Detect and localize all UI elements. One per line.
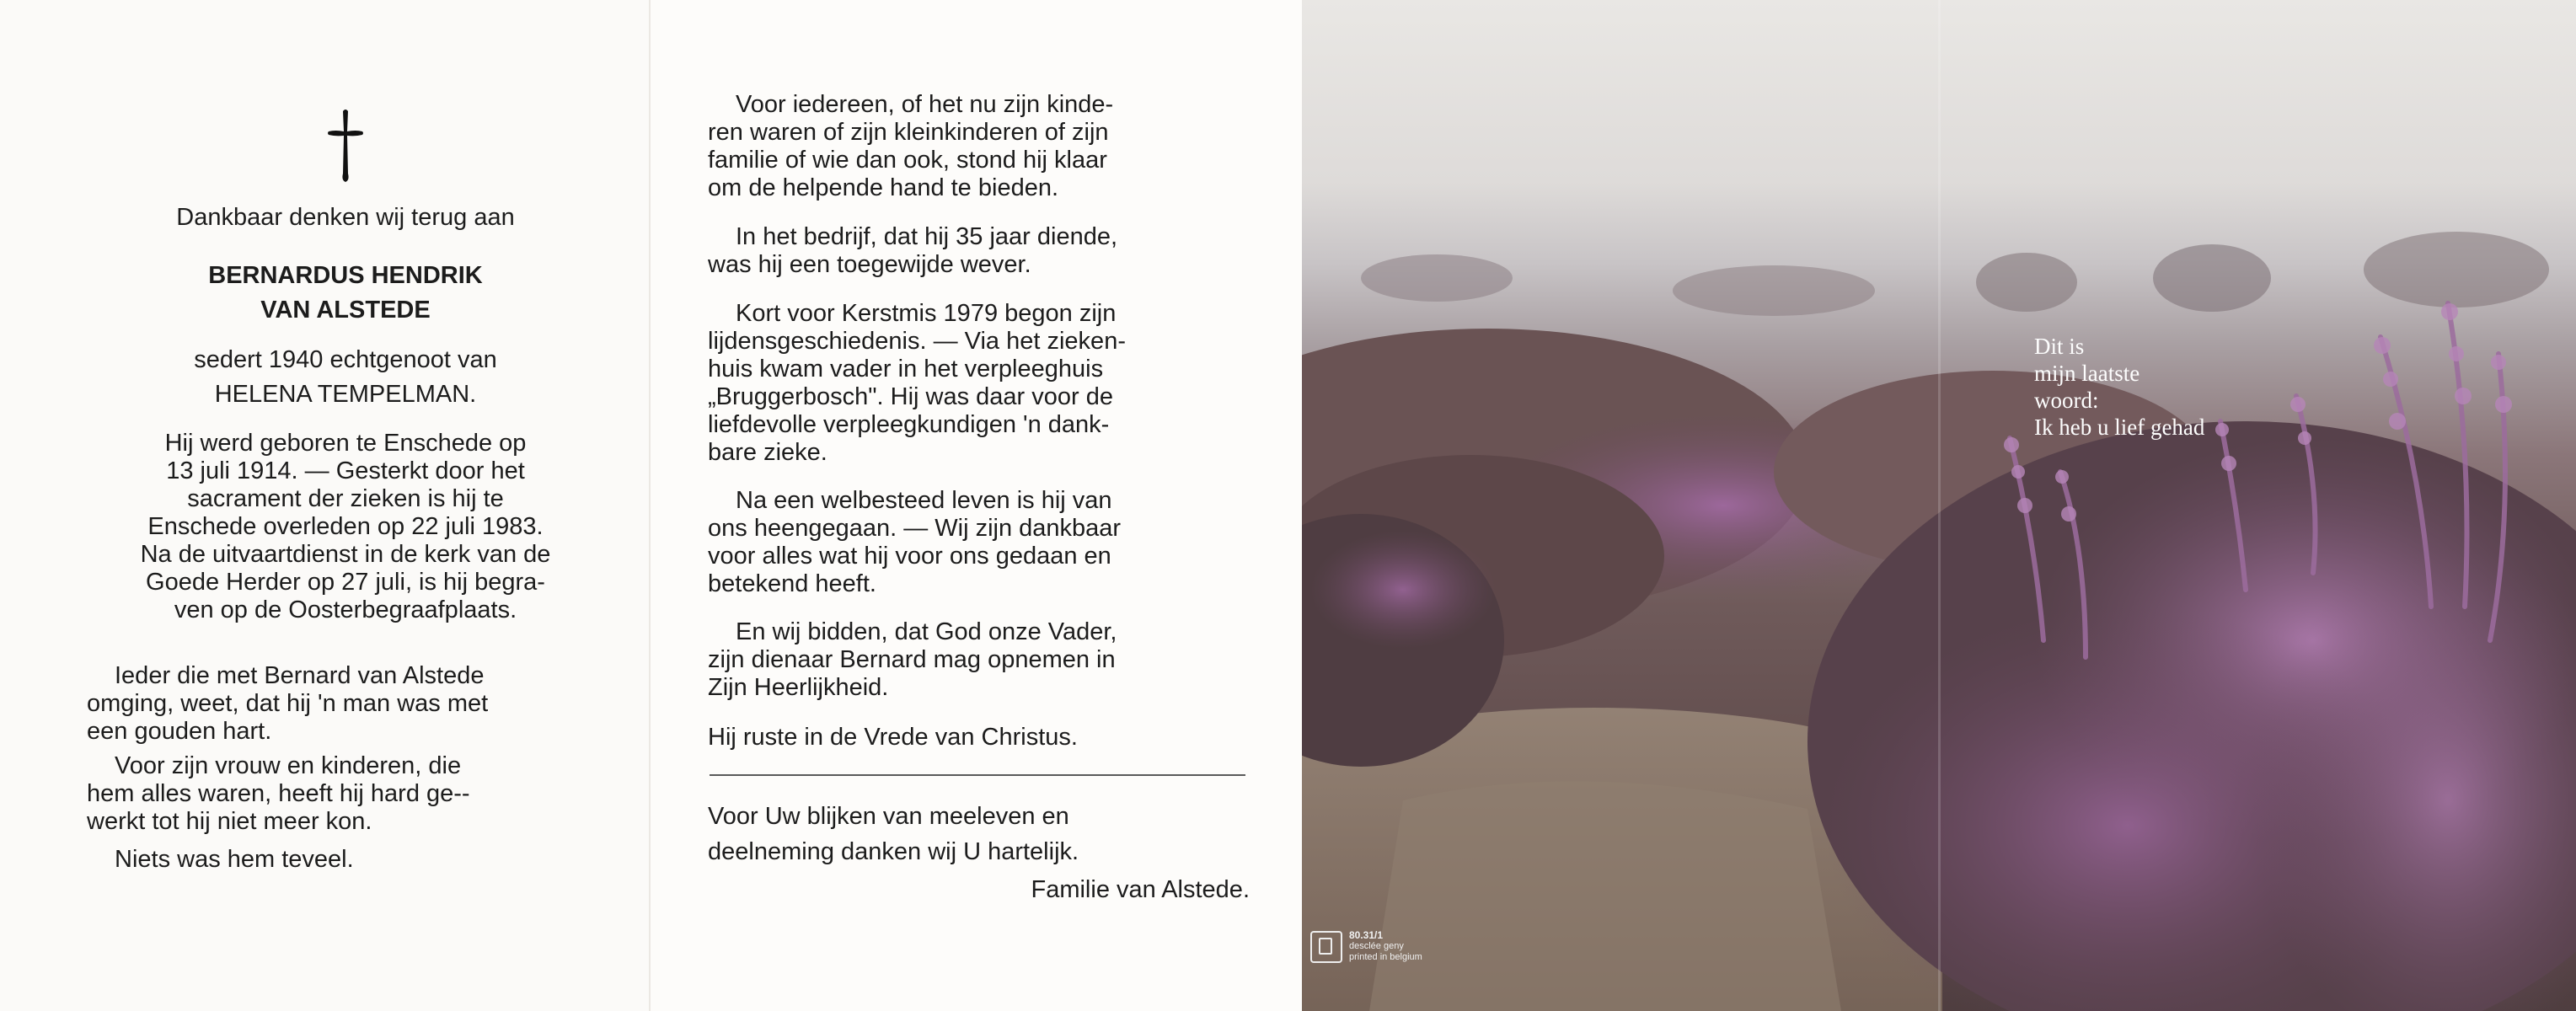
cross-icon — [322, 108, 369, 184]
printed-in: printed in belgium — [1349, 952, 1422, 962]
text-line: betekend heeft. — [708, 570, 876, 597]
bio-line: sacrament der zieken is hij te — [187, 485, 504, 512]
paragraph-work — [708, 223, 1247, 279]
text-line: Ieder die met Bernard van Alstede — [115, 662, 485, 689]
poem-line: Ik heb u lief gehad — [2034, 415, 2205, 440]
text-line: „Bruggerbosch". Hij was daar voor de — [708, 383, 1113, 410]
spouse-line2: HELENA TEMPELMAN. — [214, 381, 477, 408]
biography — [84, 430, 607, 624]
paragraph-nothing-too-much: Niets was hem teveel. — [115, 846, 354, 873]
deceased-name-line1: BERNARDUS HENDRIK — [208, 262, 483, 289]
memorial-heading: Dankbaar denken wij terug aan — [176, 204, 515, 231]
bio-line: Enschede overleden op 22 juli 1983. — [147, 513, 544, 540]
text-line: En wij bidden, dat God onze Vader, — [736, 618, 1117, 645]
text-line: omging, weet, dat hij 'n man was met — [87, 690, 489, 717]
poem-line: mijn laatste — [2034, 361, 2140, 386]
text-line: Kort voor Kerstmis 1979 begon zijn — [736, 300, 1117, 327]
text-line: familie of wie dan ook, stond hij klaar — [708, 147, 1107, 174]
text-line: Voor zijn vrouw en kinderen, die — [115, 752, 462, 779]
card-fold-line — [1938, 0, 1941, 1011]
paragraph-passing — [708, 487, 1247, 598]
spouse-line1: sedert 1940 echtgenoot van — [194, 346, 497, 373]
paragraph-prayer — [708, 618, 1247, 702]
divider — [710, 774, 1245, 776]
text-line: was hij een toegewijde wever. — [708, 251, 1031, 278]
publisher-imprint — [1349, 930, 1422, 963]
text-line: ons heengegaan. — Wij zijn dankbaar — [708, 515, 1122, 542]
bio-line: Na de uitvaartdienst in de kerk van de — [140, 541, 551, 568]
publisher-code: 80.31/1 — [1349, 929, 1384, 941]
poem — [2034, 333, 2204, 441]
text-line: hem alles waren, heeft hij hard ge-- — [87, 780, 470, 807]
deceased-name-line2: VAN ALSTEDE — [260, 297, 431, 324]
publisher-logo-icon — [1310, 931, 1342, 963]
text-line: Na een welbesteed leven is hij van — [736, 487, 1112, 514]
thanks-paragraph — [708, 799, 1247, 869]
text-line: bare zieke. — [708, 439, 827, 466]
family-signature: Familie van Alstede. — [1031, 876, 1250, 903]
text-line: ren waren of zijn kleinkinderen of zijn — [708, 119, 1109, 146]
poem-line: woord: — [2034, 388, 2099, 413]
text-line: werkt tot hij niet meer kon. — [87, 808, 372, 835]
publisher-name: desclée geny — [1349, 941, 1404, 951]
text-line: om de helpende hand te bieden. — [708, 174, 1059, 201]
text-line: zijn dienaar Bernard mag opnemen in — [708, 646, 1116, 673]
paragraph-family — [87, 752, 609, 836]
bio-line: 13 juli 1914. — Gesterkt door het — [166, 457, 525, 484]
paragraph-illness — [708, 300, 1247, 467]
text-line: Voor iedereen, of het nu zijn kinde- — [736, 91, 1114, 118]
text-line: voor alles wat hij voor ons gedaan en — [708, 543, 1111, 570]
text-line: Voor Uw blijken van meeleven en — [708, 803, 1069, 830]
poem-line: Dit is — [2034, 334, 2085, 359]
text-line: liefdevolle verpleegkundigen 'n dank- — [708, 411, 1110, 438]
rest-in-peace: Hij ruste in de Vrede van Christus. — [708, 724, 1078, 751]
text-line: een gouden hart. — [87, 718, 272, 745]
text-line: huis kwam vader in het verpleeghuis — [708, 356, 1104, 382]
left-panel — [0, 0, 651, 1011]
paragraph-helpful — [708, 91, 1247, 202]
bio-line: Hij werd geboren te Enschede op — [164, 430, 527, 457]
text-line: Zijn Heerlijkheid. — [708, 674, 889, 701]
bio-line: ven op de Oosterbegraafplaats. — [174, 596, 517, 623]
text-line: deelneming danken wij U hartelijk. — [708, 838, 1079, 865]
middle-panel — [651, 0, 1302, 1011]
photo-panel — [1302, 0, 2576, 1011]
text-line: In het bedrijf, dat hij 35 jaar diende, — [736, 223, 1118, 250]
text-line: lijdensgeschiedenis. — Via het zieken- — [708, 328, 1126, 355]
paragraph-heart — [87, 662, 609, 746]
bio-line: Goede Herder op 27 juli, is hij begra- — [146, 569, 545, 596]
